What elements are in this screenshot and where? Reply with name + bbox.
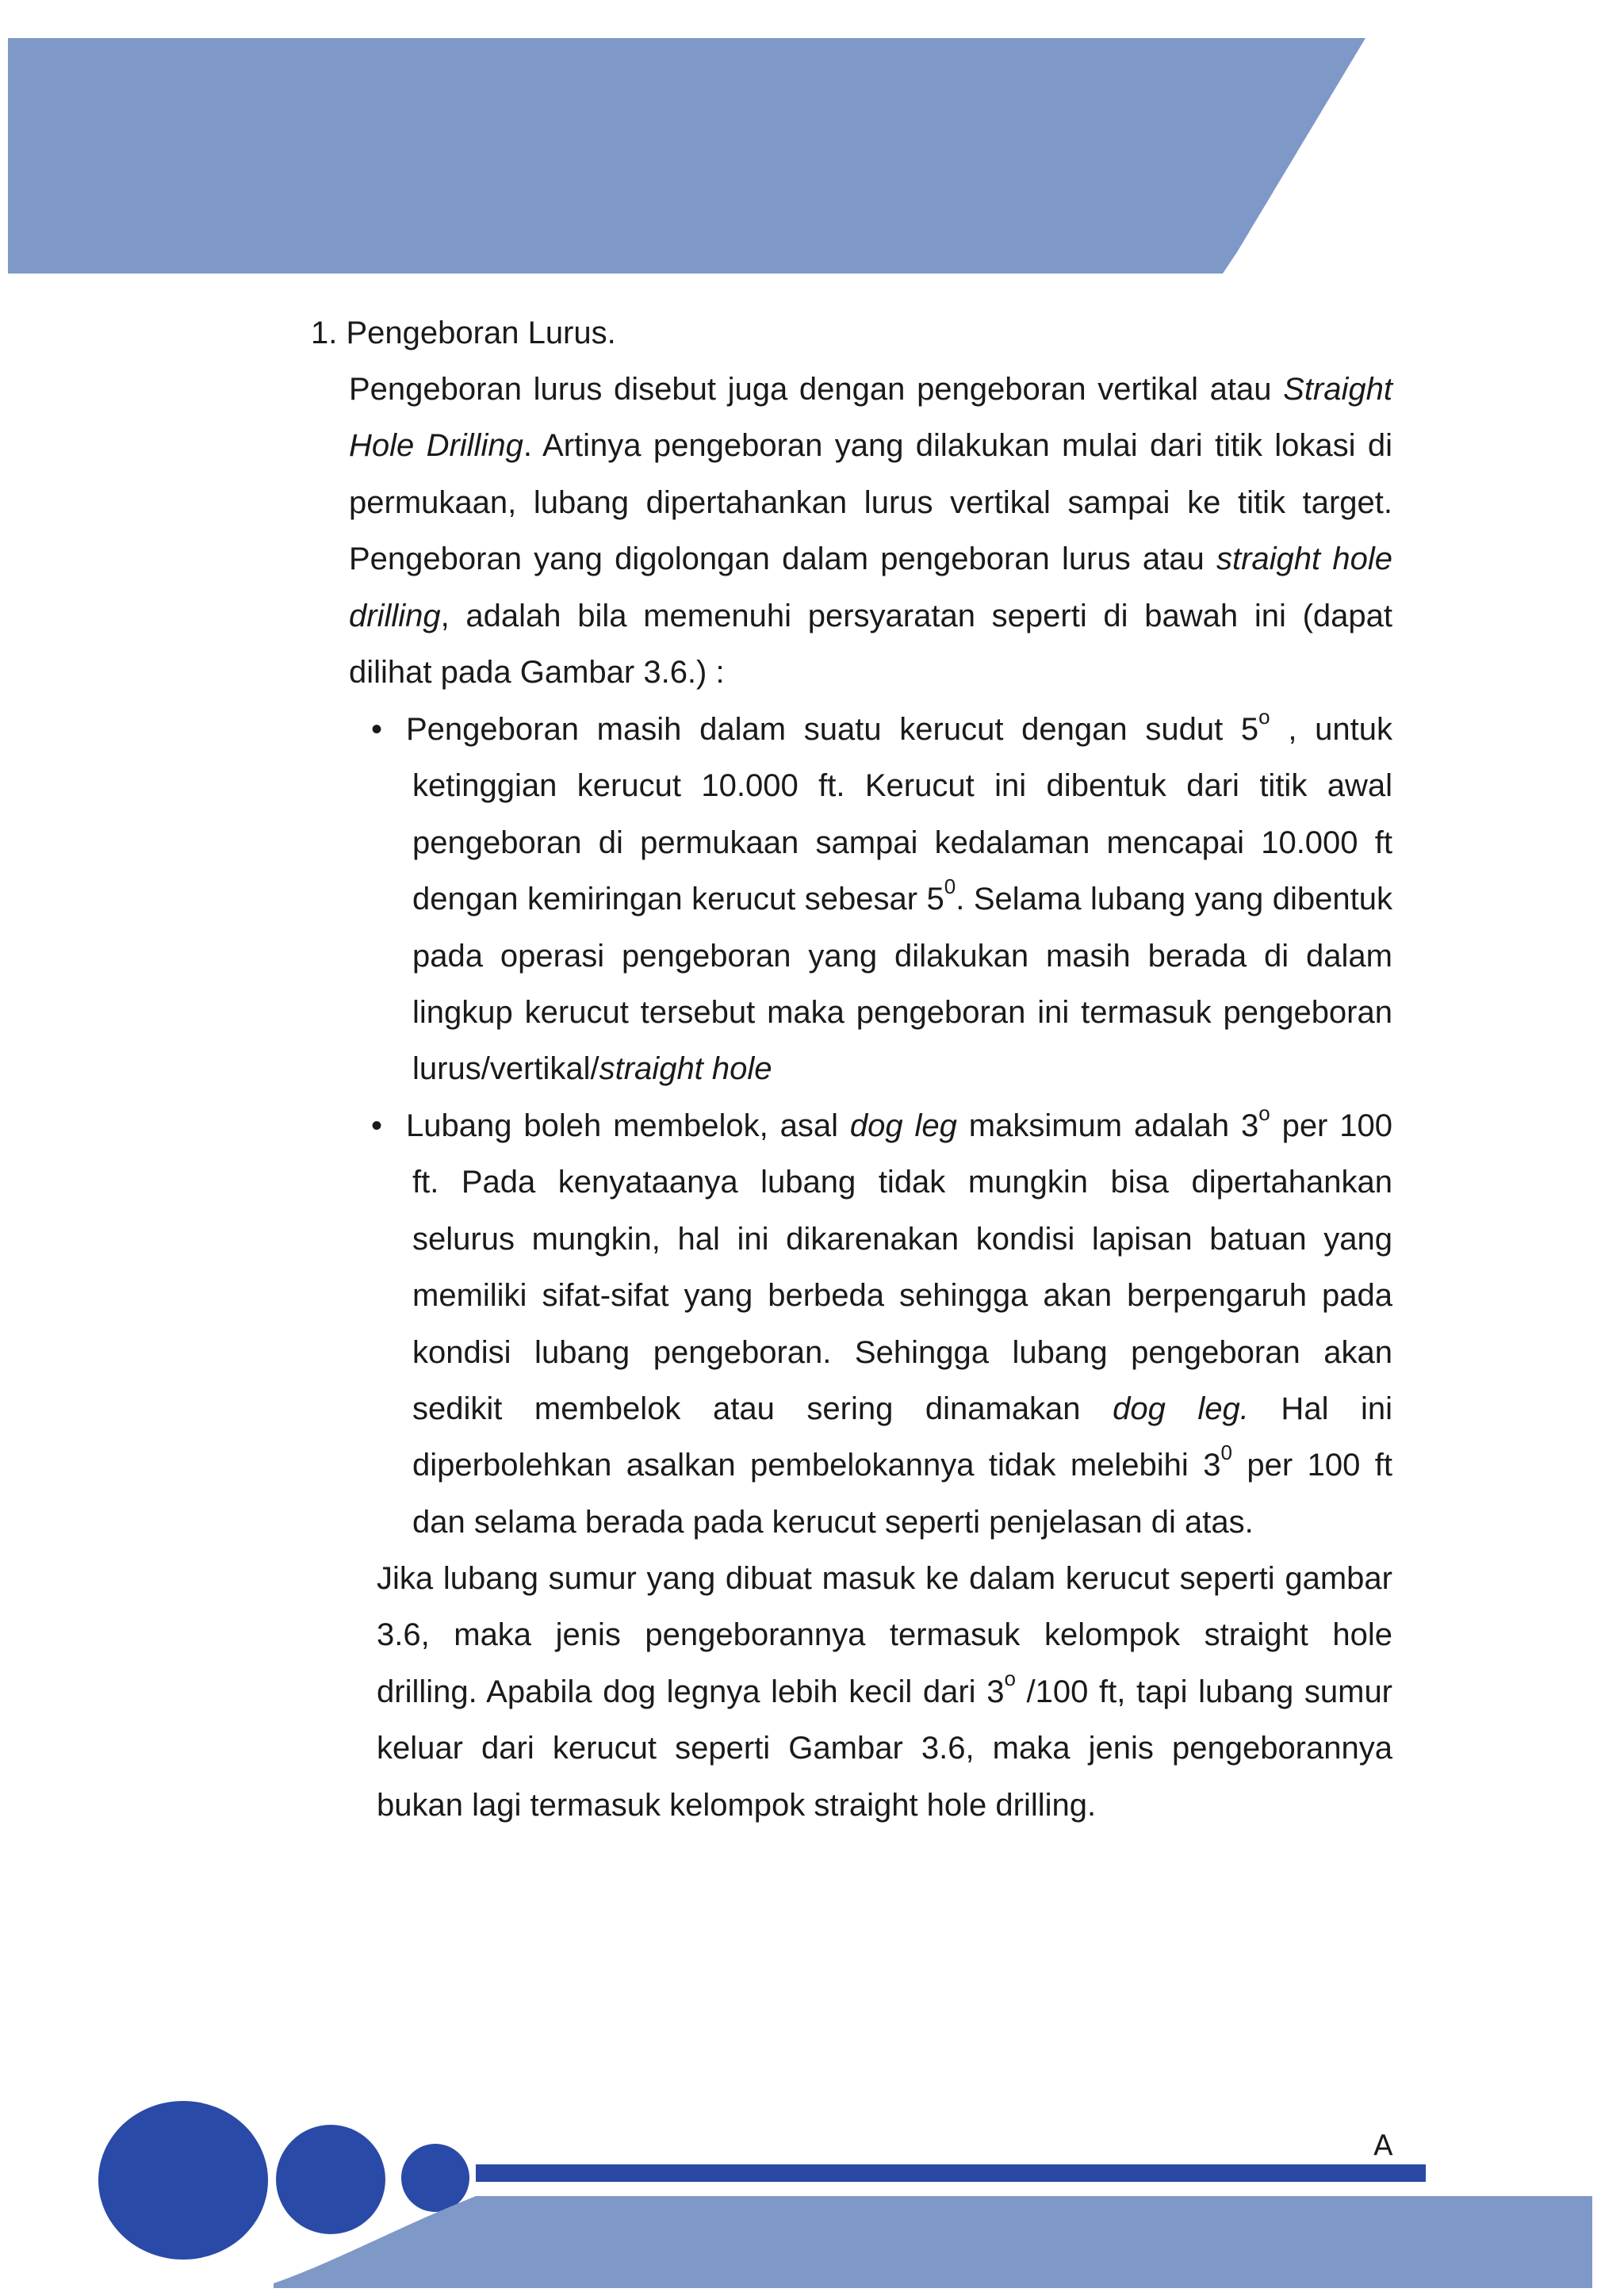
superscript: 0: [1220, 1441, 1232, 1465]
text-run: per 100 ft. Pada kenyataanya lubang tidak mungkin bisa dipertahankan selurus mungkin, hal ini dikarenakan kondisi lapisan batuan yang memiliki sifat-sifat yang berbeda sehingga akan berpengaruh pada kondisi lubang pengeboran. Sehingga lubang pengeboran akan sedikit membelok atau sering dinamakan: [412, 1108, 1392, 1427]
text-run: Pengeboran masih dalam suatu kerucut dengan sudut 5: [406, 712, 1259, 747]
bullet-icon: •: [371, 712, 383, 747]
closing-paragraph: [377, 1551, 1392, 1834]
text-run: . Selama lubang yang dibentuk pada operasi pengeboran yang dilakukan masih berada di dalam lingkup kerucut tersebut maka pengeboran ini termasuk pengeboran lurus/vertikal/: [412, 882, 1393, 1087]
section-title: Pengeboran Lurus.: [346, 316, 616, 350]
superscript: o: [1004, 1667, 1016, 1691]
italic-term: dog leg: [849, 1108, 957, 1143]
italic-term: dog leg.: [1113, 1391, 1249, 1427]
bullet-item-dog-leg: [371, 1098, 1393, 1551]
footer-band-shape: [274, 2196, 1592, 2288]
superscript: 0: [944, 874, 956, 898]
text-run: /100 ft, tapi lubang sumur keluar dari kerucut seperti Gambar 3.6, maka jenis pengeborannya bukan lagi termasuk kelompok straight hole drilling.: [377, 1674, 1393, 1823]
page-marker: A: [1373, 2130, 1393, 2162]
bullet-item-cone-angle: [371, 702, 1393, 1098]
text-run: Jika lubang sumur yang dibuat masuk ke dalam kerucut seperti gambar 3.6, maka jenis pengeborannya termasuk kelompok straight hole drilling. Apabila dog legnya lebih kecil dari 3: [377, 1561, 1392, 1709]
text-run: Pengeboran lurus disebut juga dengan pengeboran vertikal atau: [349, 372, 1284, 407]
footer-rule: [476, 2164, 1426, 2182]
section-heading: [311, 305, 1397, 362]
text-run: . Artinya pengeboran yang dilakukan mulai dari titik lokasi di permukaan, lubang dipertahankan lurus vertikal sampai ke titik target. Pengeboran yang digolongan dalam pengeboran lurus atau: [349, 428, 1392, 577]
superscript: o: [1258, 704, 1270, 729]
text-run: Lubang boleh membelok, asal: [406, 1108, 850, 1143]
italic-term: straight hole: [599, 1051, 772, 1087]
text-run: Hal ini diperbolehkan asalkan pembelokannya tidak melebihi 3: [412, 1391, 1393, 1483]
text-run: , adalah bila memenuhi persyaratan seperti di bawah ini (dapat dilihat pada Gambar 3.6.) :: [349, 598, 1392, 691]
footer-band: [0, 2196, 1624, 2296]
header-band-shape: [8, 38, 1365, 274]
text-run: maksimum adalah 3: [956, 1108, 1259, 1143]
bullet-icon: •: [371, 1108, 383, 1143]
text-run: per 100 ft dan selama berada pada kerucut seperti penjelasan di atas.: [412, 1448, 1392, 1540]
bullet-text: [406, 702, 1393, 1098]
text-run: , untuk ketinggian kerucut 10.000 ft. Kerucut ini dibentuk dari titik awal pengeboran di permukaan sampai kedalaman mencapai 10.000 ft dengan kemiringan kerucut sebesar 5: [412, 712, 1392, 917]
header-band: [0, 0, 1624, 285]
section-number: 1.: [311, 316, 338, 350]
bullet-text: [406, 1098, 1393, 1551]
intro-paragraph: [349, 362, 1392, 701]
italic-term: straight hole drilling: [349, 541, 1392, 633]
italic-term: Straight Hole Drilling: [349, 372, 1392, 464]
superscript: o: [1258, 1100, 1270, 1125]
